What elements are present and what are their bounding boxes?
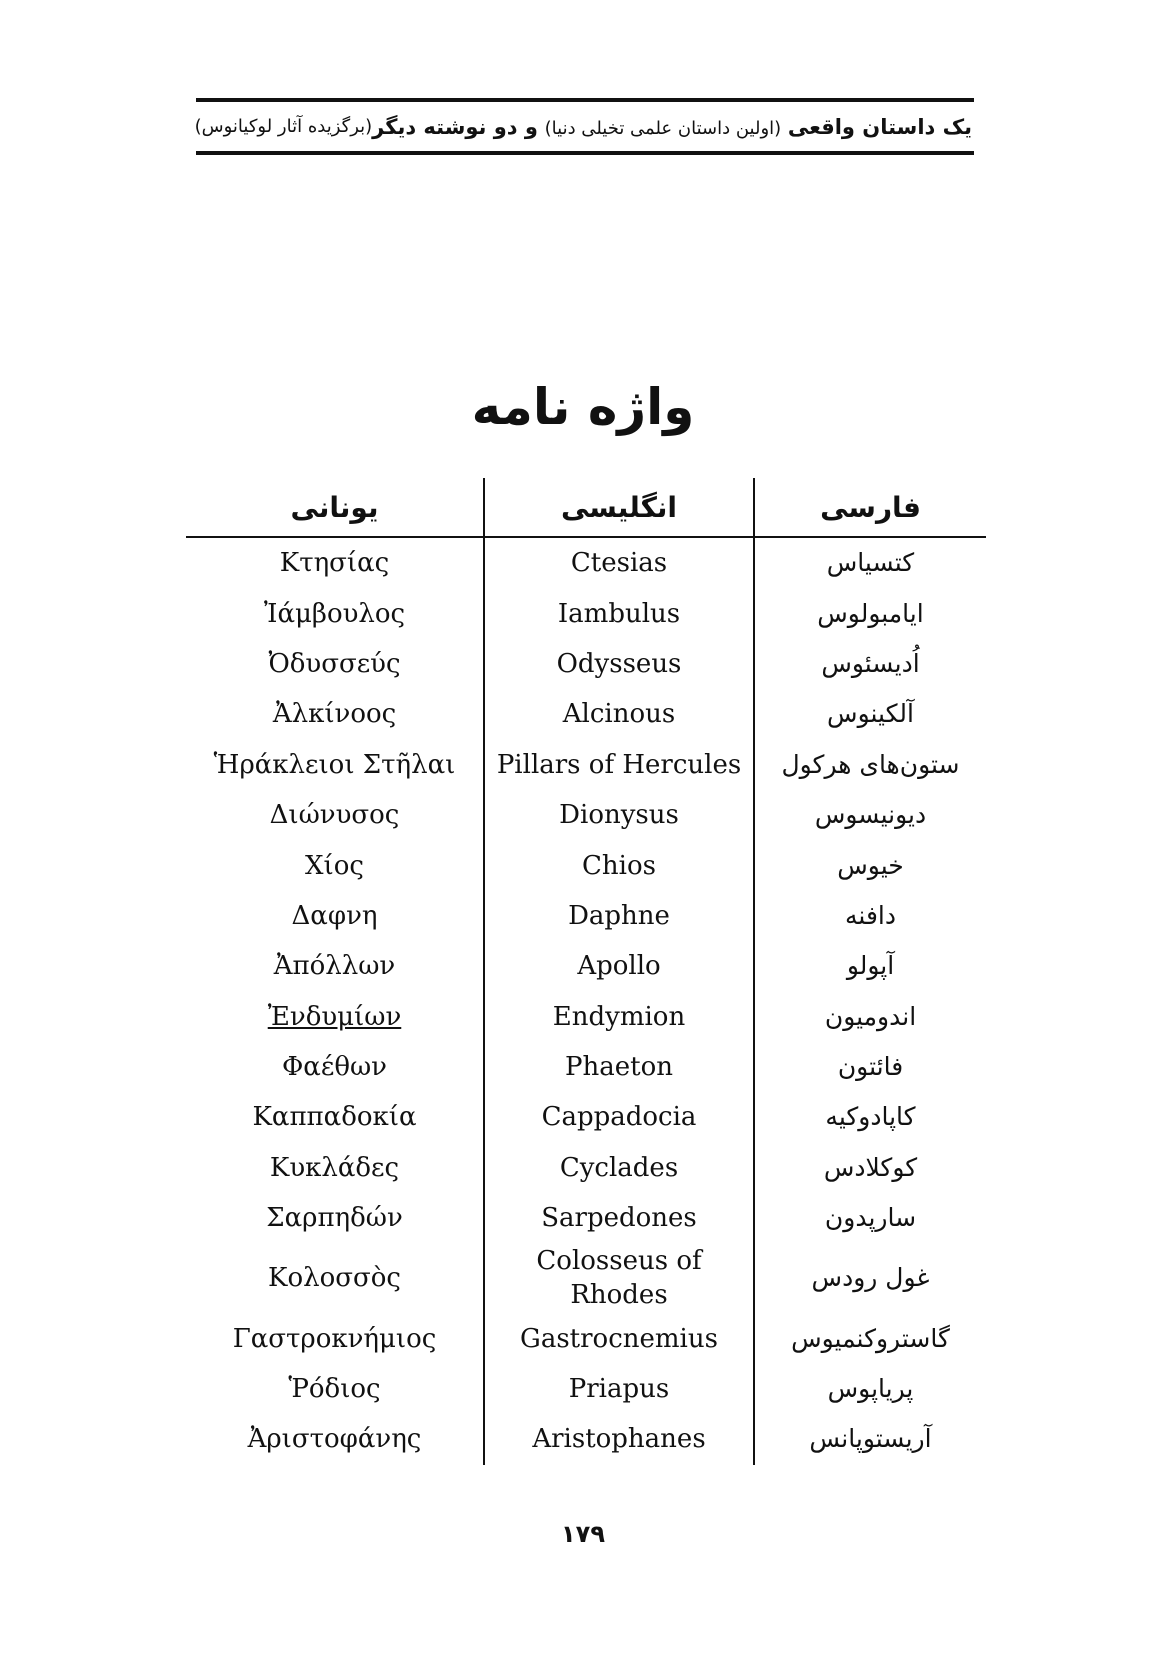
persian-term: خیوس <box>837 850 904 880</box>
column-header-english: انگلیسی <box>484 478 754 537</box>
column-header-greek: یونانی <box>186 478 484 537</box>
persian-term: کوکلادس <box>823 1152 918 1182</box>
english-term: Sarpedones <box>484 1193 754 1243</box>
persian-term: آلکینوس <box>827 699 914 729</box>
greek-term: Ἰάμβουλος <box>186 588 484 638</box>
english-term: Daphne <box>484 891 754 941</box>
english-term: Iambulus <box>484 588 754 638</box>
persian-term: آریستوپانس <box>809 1424 932 1454</box>
table-row <box>186 639 986 689</box>
table-row <box>186 1042 986 1092</box>
header-book-subtitle: (اولین داستان علمی تخیلی دنیا) <box>544 117 782 139</box>
table-row <box>186 1193 986 1243</box>
persian-term: سارپدون <box>824 1203 917 1233</box>
greek-term: Γαστροκνήμιος <box>186 1313 484 1363</box>
english-term: Cyclades <box>484 1143 754 1193</box>
greek-term: Σαρπηδών <box>186 1193 484 1243</box>
greek-term: Κολοσσὸς <box>186 1243 484 1313</box>
persian-term: آپولو <box>846 951 895 981</box>
greek-term: Ἀλκίνοος <box>186 689 484 739</box>
table-row <box>186 790 986 840</box>
english-term: Alcinous <box>484 689 754 739</box>
greek-term: Ἀριστοφάνης <box>186 1414 484 1464</box>
greek-term: Ἀπόλλων <box>186 941 484 991</box>
english-term: Phaeton <box>484 1042 754 1092</box>
greek-term: Δαφνη <box>186 891 484 941</box>
table-row <box>186 941 986 991</box>
greek-term: Ἡράκλειοι Στῆλαι <box>186 740 484 790</box>
persian-term: اُدیسئوس <box>821 648 920 678</box>
greek-term: Ὀδυσσεύς <box>186 639 484 689</box>
glossary-table <box>186 478 986 1465</box>
english-term: Cappadocia <box>484 1092 754 1142</box>
english-term: Pillars of Hercules <box>484 740 754 790</box>
persian-term: گاستروکنمیوس <box>791 1323 950 1353</box>
page-number: ۱۷۹ <box>561 1520 605 1548</box>
greek-term: Καππαδοκία <box>186 1092 484 1142</box>
english-term: Ctesias <box>484 537 754 588</box>
greek-term: Χίος <box>186 840 484 890</box>
persian-term: ستون‌های هرکول <box>781 749 960 779</box>
header-left-group <box>372 115 972 139</box>
persian-term: دافنه <box>845 900 896 930</box>
table-row <box>186 992 986 1042</box>
english-term: Odysseus <box>484 639 754 689</box>
english-term: Colosseus of Rhodes <box>484 1243 754 1313</box>
greek-term: Κτησίας <box>186 537 484 588</box>
greek-term: Κυκλάδες <box>186 1143 484 1193</box>
greek-term: Ἐνδυμίων <box>186 992 484 1042</box>
greek-term: Διώνυσος <box>186 790 484 840</box>
persian-term: کتسیاس <box>826 548 915 578</box>
header-author-note: (برگزیده آثار لوکیانوس) <box>194 116 373 137</box>
table-row <box>186 1243 986 1313</box>
persian-term: کاپادوکیه <box>825 1102 916 1132</box>
persian-term: اندومیون <box>824 1001 917 1031</box>
persian-term: ایامبولوس <box>817 598 924 628</box>
column-header-persian: فارسی <box>754 478 986 537</box>
table-row <box>186 1143 986 1193</box>
persian-term: پریاپوس <box>827 1374 914 1404</box>
table-row <box>186 1092 986 1142</box>
english-term: Chios <box>484 840 754 890</box>
english-term: Aristophanes <box>484 1414 754 1464</box>
table-row <box>186 891 986 941</box>
table-row <box>186 1313 986 1363</box>
table-row <box>186 537 986 588</box>
english-term: Gastrocnemius <box>484 1313 754 1363</box>
page-title: واژه نامه <box>471 378 695 436</box>
table-row <box>186 1364 986 1414</box>
english-term: Priapus <box>484 1364 754 1414</box>
table-row <box>186 740 986 790</box>
persian-term: غول رودس <box>811 1263 930 1293</box>
glossary-header-row <box>186 478 986 537</box>
header-book-title-continued: و دو نوشته دیگر <box>372 114 538 139</box>
table-row <box>186 689 986 739</box>
table-row <box>186 840 986 890</box>
greek-term: Φαέθων <box>186 1042 484 1092</box>
table-row <box>186 588 986 638</box>
running-header <box>196 98 974 155</box>
english-term: Dionysus <box>484 790 754 840</box>
persian-term: فائتون <box>837 1052 904 1082</box>
english-term: Apollo <box>484 941 754 991</box>
header-book-title: یک داستان واقعی <box>787 114 972 139</box>
greek-term: Ῥόδιος <box>186 1364 484 1414</box>
english-term: Endymion <box>484 992 754 1042</box>
persian-term: دیونیسوس <box>814 800 927 830</box>
table-row <box>186 1414 986 1464</box>
